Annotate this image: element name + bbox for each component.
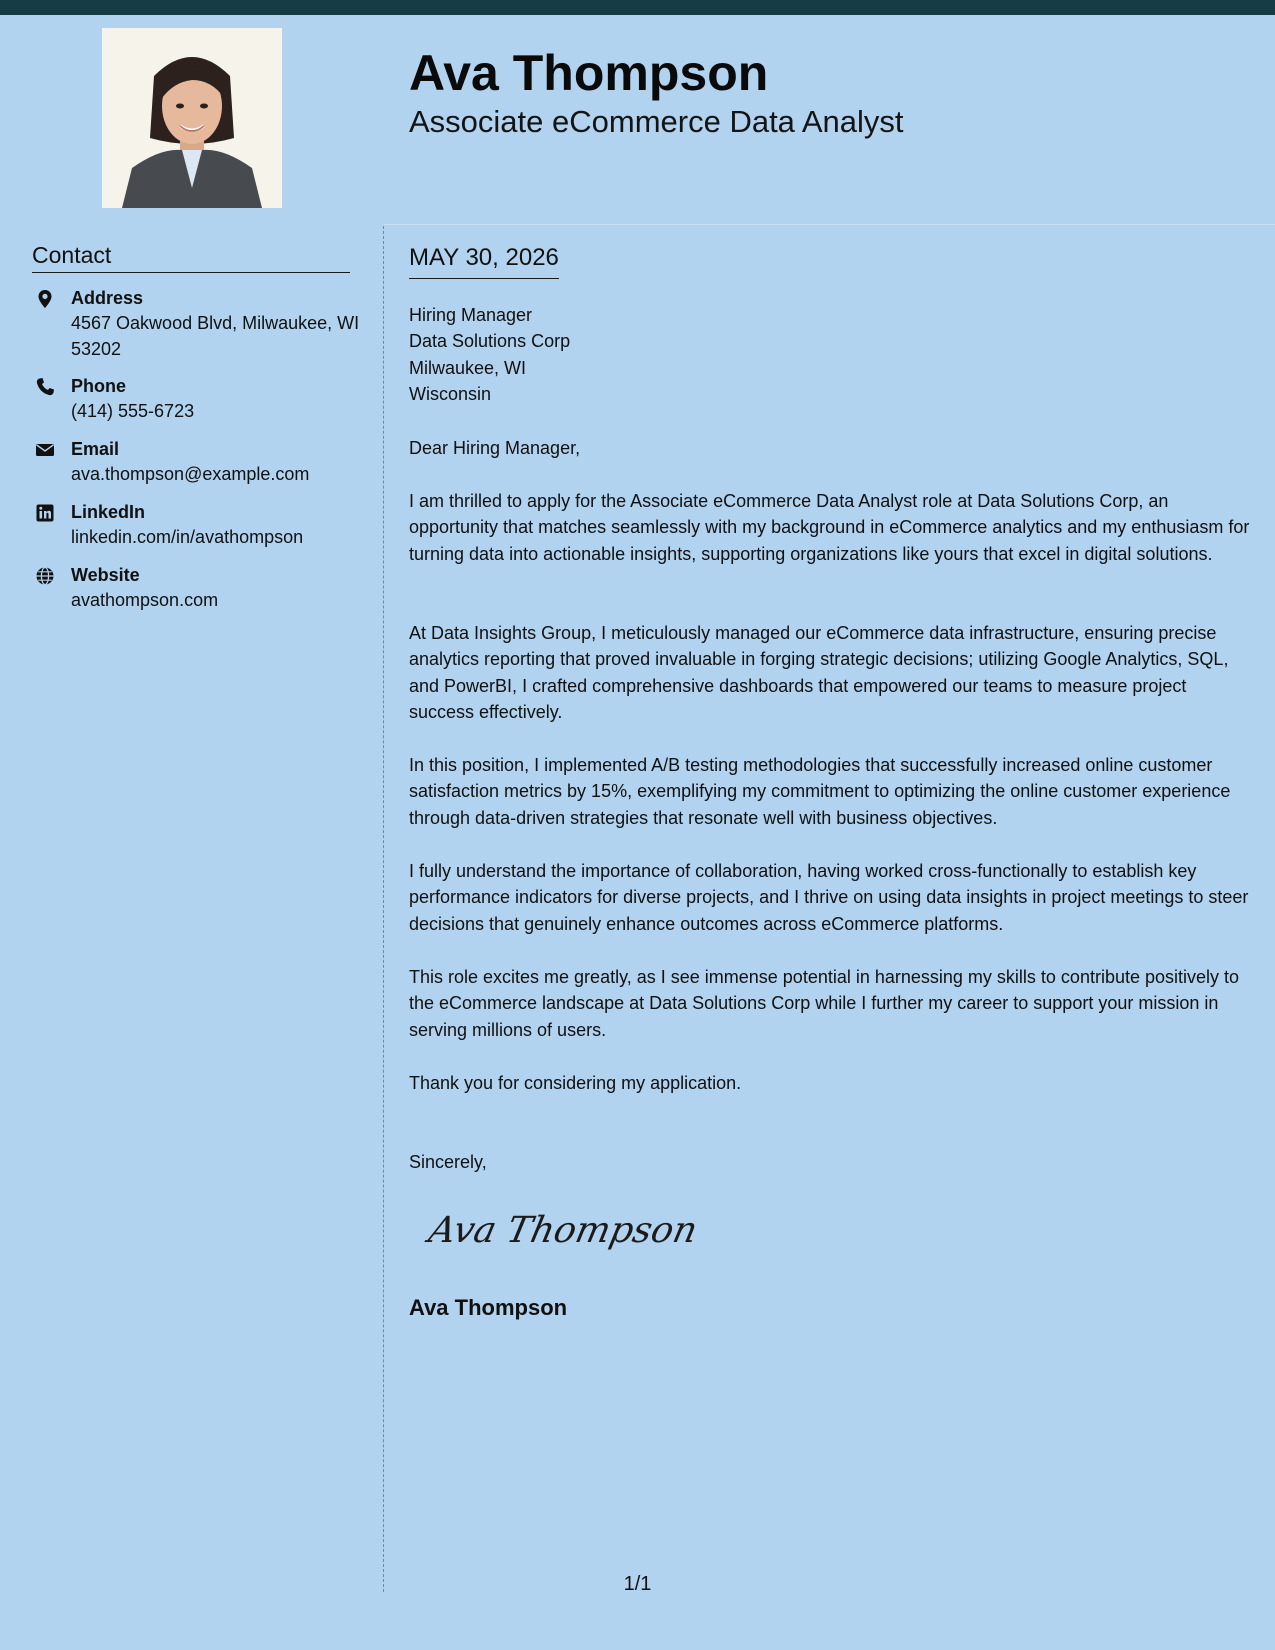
contact-value: avathompson.com: [71, 590, 219, 610]
recipient-line: Hiring Manager: [409, 305, 533, 325]
salutation: Dear Hiring Manager,: [409, 438, 581, 458]
envelope-icon: [35, 440, 55, 460]
letter-paragraph: This role excites me greatly, as I see immense potential in harnessing my skills to contribute positively to the eCommerce landscape at Data Solutions Corp while I further my career to support your mission in serving millions of users.: [409, 967, 1240, 1040]
globe-icon: [35, 566, 55, 586]
contact-value: linkedin.com/in/avathompson: [71, 527, 304, 547]
contact-label: LinkedIn: [71, 502, 146, 522]
recipient-line: Wisconsin: [409, 383, 492, 404]
recipient-line: Milwaukee, WI: [409, 357, 527, 378]
recipient-address: [409, 302, 1254, 407]
header-divider: [384, 224, 1275, 225]
contact-label: Phone: [71, 376, 127, 396]
contact-value: ava.thompson@example.com: [71, 464, 310, 484]
letter-date: MAY 30, 2026: [409, 242, 559, 279]
contact-value: (414) 555-6723: [71, 401, 195, 421]
profile-photo: [102, 28, 282, 208]
letter-paragraph: At Data Insights Group, I meticulously managed our eCommerce data infrastructure, ensuring precise analytics reporting that proved invaluable in forging strategic decisions; utilizing Google Analytics, SQL, and PowerBI, I crafted comprehensive dashboards that empowered our teams to measure project success effectively.: [409, 623, 1229, 722]
contact-value: 4567 Oakwood Blvd, Milwaukee, WI 53202: [71, 313, 360, 359]
signer-name: Ava Thompson: [409, 1295, 568, 1320]
applicant-name-heading: Ava Thompson: [409, 45, 769, 101]
svg-text:Ava Thompson: Ava Thompson: [425, 1208, 702, 1251]
job-title: Associate eCommerce Data Analyst: [409, 104, 904, 139]
letter-paragraph: I am thrilled to apply for the Associate eCommerce Data Analyst role at Data Solutions Corp, an opportunity that matches seamlessly with my background in eCommerce analytics and my enthusiasm for turning data into actionable insights, supporting organizations like yours that excel in digital solutions.: [409, 491, 1250, 564]
letter-paragraph: In this position, I implemented A/B testing methodologies that successfully increased online customer satisfaction metrics by 15%, exemplifying my commitment to optimizing the online customer experience through data-driven strategies that resonate well with business objectives.: [409, 755, 1231, 828]
contact-heading: Contact: [32, 240, 350, 273]
letter-paragraph: Thank you for considering my application.: [409, 1073, 742, 1093]
phone-icon: [35, 377, 55, 397]
page-number: 1/1: [623, 1573, 652, 1595]
letter-closing: Sincerely,: [409, 1152, 487, 1172]
map-pin-icon: [35, 289, 55, 309]
contact-label: Address: [71, 288, 144, 308]
linkedin-icon: [35, 503, 55, 523]
handwritten-signature: [425, 1200, 702, 1260]
contact-label: Website: [71, 565, 140, 585]
contact-label: Email: [71, 439, 120, 459]
column-divider: [383, 226, 384, 1592]
recipient-line: Data Solutions Corp: [409, 331, 571, 352]
letter-paragraph: I fully understand the importance of collaboration, having worked cross-functionally to establish key performance indicators for diverse projects, and I thrive on using data insights in project meetings to steer decisions that genuinely enhance outcomes across eCommerce platforms.: [409, 861, 1249, 934]
top-accent-bar: [0, 0, 1275, 15]
